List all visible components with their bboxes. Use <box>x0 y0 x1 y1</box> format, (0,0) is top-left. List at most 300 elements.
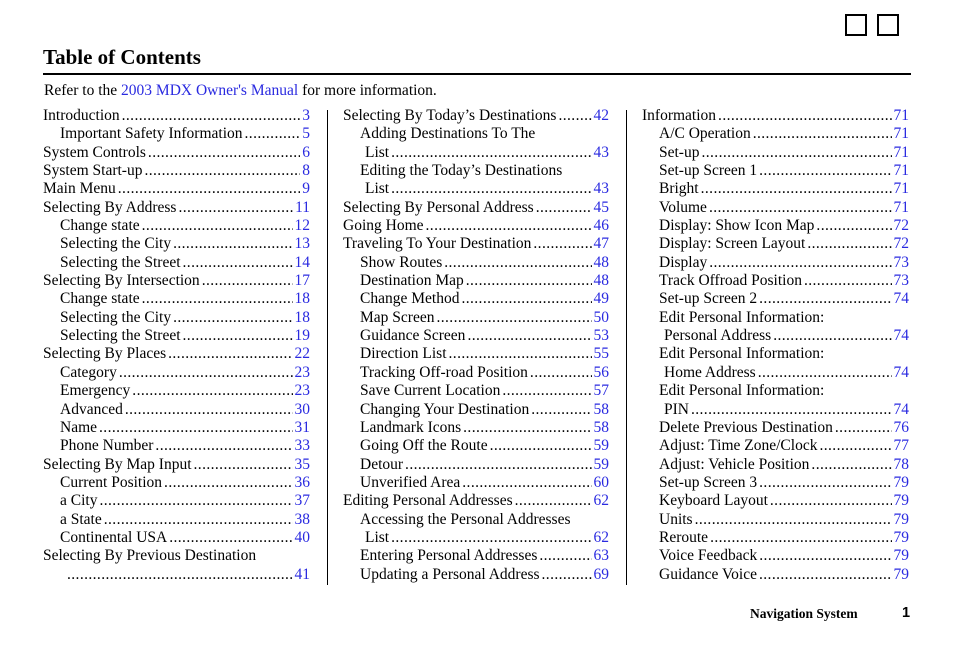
toc-page-link[interactable]: 71 <box>893 198 909 216</box>
toc-entry[interactable] <box>43 511 310 529</box>
dot-leader <box>490 437 592 455</box>
page-title: Table of Contents <box>43 45 201 69</box>
dot-leader <box>119 364 293 382</box>
toc-entry-label: Tracking Off-road Position <box>360 363 528 381</box>
toc-page-link[interactable]: 36 <box>294 473 310 491</box>
toc-page-link[interactable]: 3 <box>302 107 310 124</box>
toc-page-link[interactable]: 23 <box>294 363 310 381</box>
toc-entry-label: Display <box>659 253 708 271</box>
toc-entry[interactable] <box>43 235 310 253</box>
toc-entry[interactable] <box>343 254 609 272</box>
toc-entry[interactable] <box>43 125 310 143</box>
dot-leader <box>695 511 892 529</box>
toc-entry-label: Show Routes <box>360 253 443 271</box>
toc-entry[interactable] <box>43 345 310 363</box>
toc-entry[interactable] <box>343 529 609 547</box>
toc-entry-label: Set-up Screen 3 <box>659 473 758 491</box>
toc-page-link[interactable]: 79 <box>893 528 909 546</box>
toc-page-link[interactable]: 6 <box>302 143 310 161</box>
dot-leader <box>164 474 292 492</box>
toc-entry-label: Display: Screen Layout <box>659 235 806 253</box>
toc-entry[interactable] <box>43 529 310 547</box>
toc-page-link[interactable]: 40 <box>294 528 310 546</box>
toc-entry-label: System Controls <box>43 143 146 161</box>
toc-page-link[interactable]: 48 <box>593 253 609 271</box>
toc-entry[interactable] <box>43 162 310 180</box>
toc-page-link[interactable]: 74 <box>893 363 909 381</box>
dot-leader <box>173 235 292 253</box>
toc-entry-label: Set-up <box>659 143 700 161</box>
toc-page-link[interactable]: 79 <box>893 547 909 565</box>
toc-entry[interactable] <box>43 272 310 290</box>
toc-entry[interactable] <box>642 217 909 235</box>
toc-column-1 <box>43 107 310 584</box>
toc-entry[interactable] <box>343 327 609 345</box>
dot-leader <box>125 401 293 419</box>
toc-entry-label: Home Address <box>664 363 756 381</box>
toc-heading-text: Edit Personal Information: <box>659 382 825 400</box>
dot-leader <box>132 382 292 400</box>
dot-leader <box>202 272 293 290</box>
toc-entry[interactable] <box>43 566 310 584</box>
toc-page-link[interactable]: 35 <box>294 455 310 473</box>
toc-entry[interactable] <box>43 382 310 400</box>
toc-page-link[interactable]: 30 <box>294 400 310 418</box>
toc-entry-label: Guidance Voice <box>659 565 757 583</box>
toc-entry[interactable] <box>43 492 310 510</box>
dot-leader <box>118 180 300 198</box>
toc-entry-label: Continental USA <box>60 528 168 546</box>
dot-leader <box>426 217 592 235</box>
toc-entry[interactable] <box>642 125 909 143</box>
toc-page-link[interactable]: 76 <box>893 418 909 436</box>
dot-leader <box>773 327 891 345</box>
owners-manual-link[interactable]: 2003 MDX Owner's Manual <box>121 82 299 99</box>
toc-page-link[interactable]: 71 <box>893 107 909 124</box>
toc-entry[interactable] <box>343 272 609 290</box>
toc-page-link[interactable]: 71 <box>893 143 909 161</box>
dot-leader <box>542 566 592 584</box>
toc-page-link[interactable]: 60 <box>593 473 609 491</box>
toc-page-link[interactable]: 79 <box>893 565 909 583</box>
toc-entry-label: Main Menu <box>43 180 116 198</box>
toc-page-link[interactable]: 74 <box>893 400 909 418</box>
dot-leader <box>67 566 293 584</box>
toc-entry-label: Units <box>659 510 693 528</box>
toc-entry[interactable] <box>43 217 310 235</box>
toc-entry-label: Emergency <box>60 382 131 400</box>
dot-leader <box>819 437 891 455</box>
footer-section-title: Navigation System <box>750 606 858 621</box>
toc-entry[interactable] <box>343 474 609 492</box>
toc-entry[interactable] <box>343 437 609 455</box>
toc-entry[interactable] <box>343 566 609 584</box>
dot-leader <box>709 199 892 217</box>
dot-leader <box>245 125 301 143</box>
toc-page-link[interactable]: 62 <box>593 528 609 546</box>
toc-page-link[interactable]: 50 <box>593 308 609 326</box>
toc-page-link[interactable]: 48 <box>593 272 609 290</box>
dot-leader <box>770 492 892 510</box>
toc-entry-label: Selecting By Today’s Destinations <box>343 107 557 124</box>
toc-entry[interactable] <box>343 290 609 308</box>
title-rule <box>43 73 911 75</box>
toc-entry-label: List <box>365 180 390 198</box>
toc-entry-label: Going Off the Route <box>360 437 488 455</box>
next-page-button[interactable] <box>877 14 899 36</box>
toc-entry-label: Delete Previous Destination <box>659 418 833 436</box>
toc-page-link[interactable]: 13 <box>294 235 310 253</box>
toc-entry-label: Display: Show Icon Map <box>659 217 815 235</box>
refer-prefix: Refer to the <box>44 82 122 99</box>
dot-leader <box>759 474 891 492</box>
toc-entry-label: Selecting the Street <box>60 327 181 345</box>
dot-leader <box>558 107 591 125</box>
toc-page-link[interactable]: 58 <box>593 418 609 436</box>
dot-leader <box>391 529 591 547</box>
toc-entry[interactable] <box>43 290 310 308</box>
toc-entry-label: Phone Number <box>60 437 154 455</box>
dot-leader <box>758 364 892 382</box>
toc-page-link[interactable]: 53 <box>593 327 609 345</box>
toc-entry-label: Personal Address <box>664 327 772 345</box>
toc-page-link[interactable]: 19 <box>294 327 310 345</box>
toc-entry[interactable] <box>343 401 609 419</box>
dot-leader <box>461 290 591 308</box>
toc-entry[interactable] <box>642 547 909 565</box>
toc-page-link[interactable]: 77 <box>893 437 909 455</box>
toc-entry[interactable] <box>343 217 609 235</box>
toc-entry-label: List <box>365 143 390 161</box>
dot-leader <box>99 492 292 510</box>
toc-entry-label: Track Offroad Position <box>659 272 802 290</box>
toc-page-link[interactable]: 55 <box>593 345 609 363</box>
toc-page-link[interactable]: 42 <box>593 107 609 124</box>
dot-leader <box>148 144 300 162</box>
dot-leader <box>173 309 292 327</box>
toc-entry[interactable] <box>43 254 310 272</box>
toc-page-link[interactable]: 38 <box>294 510 310 528</box>
dot-leader <box>194 456 293 474</box>
toc-entry-label: Editing Personal Addresses <box>343 492 513 510</box>
toc-entry-label: Introduction <box>43 107 120 124</box>
toc-page-link[interactable]: 79 <box>893 473 909 491</box>
column-divider <box>327 110 328 585</box>
dot-leader <box>539 547 591 565</box>
toc-page-link[interactable]: 79 <box>893 492 909 510</box>
toc-entry-label: Selecting By Personal Address <box>343 198 534 216</box>
dot-leader <box>122 107 301 125</box>
dot-leader <box>467 327 591 345</box>
dot-leader <box>709 254 891 272</box>
toc-page-link[interactable]: 59 <box>593 437 609 455</box>
toc-entry[interactable] <box>642 437 909 455</box>
dot-leader <box>444 254 591 272</box>
toc-page-link[interactable]: 9 <box>302 180 310 198</box>
toc-entry[interactable] <box>343 107 609 125</box>
toc-entry-label: Save Current Location <box>360 382 501 400</box>
toc-entry-label: Selecting the Street <box>60 253 181 271</box>
toc-entry-label: Volume <box>659 198 707 216</box>
toc-entry[interactable] <box>642 144 909 162</box>
toc-page-link[interactable]: 18 <box>294 290 310 308</box>
dot-leader <box>502 382 591 400</box>
toc-entry[interactable] <box>343 492 609 510</box>
page-number: 1 <box>902 605 911 621</box>
toc-entry[interactable] <box>642 199 909 217</box>
dot-leader <box>701 180 892 198</box>
dot-leader <box>515 492 592 510</box>
dot-leader <box>531 401 591 419</box>
dot-leader <box>391 144 591 162</box>
toc-entry[interactable] <box>43 327 310 345</box>
toc-page-link[interactable]: 56 <box>593 363 609 381</box>
toc-entry-label: Change Method <box>360 290 460 308</box>
dot-leader <box>462 474 591 492</box>
toc-entry[interactable] <box>343 382 609 400</box>
toc-entry[interactable] <box>43 107 310 125</box>
toc-page-link[interactable]: 78 <box>893 455 909 473</box>
toc-entry[interactable] <box>642 474 909 492</box>
toc-entry[interactable] <box>343 180 609 198</box>
toc-page-link[interactable]: 8 <box>302 162 310 180</box>
toc-entry[interactable] <box>343 345 609 363</box>
toc-entry-label: Important Safety Information <box>60 125 243 143</box>
toc-page-link[interactable]: 46 <box>593 217 609 235</box>
toc-entry-label: Change state <box>60 290 140 308</box>
toc-page-link[interactable]: 11 <box>295 198 310 216</box>
toc-entry-label: Destination Map <box>360 272 464 290</box>
dot-leader <box>104 511 293 529</box>
toc-page-link[interactable]: 57 <box>593 382 609 400</box>
dot-leader <box>463 419 591 437</box>
dot-leader <box>99 419 292 437</box>
toc-entry[interactable] <box>642 529 909 547</box>
toc-entry[interactable] <box>43 199 310 217</box>
toc-entry-label: Going Home <box>343 217 424 235</box>
toc-page-link[interactable]: 45 <box>593 198 609 216</box>
toc-page-link[interactable]: 41 <box>294 565 310 583</box>
toc-entry-label: Current Position <box>60 473 163 491</box>
toc-entry-label: Change state <box>60 217 140 235</box>
toc-entry[interactable] <box>343 199 609 217</box>
toc-page-link[interactable]: 71 <box>893 162 909 180</box>
toc-entry-label: Guidance Screen <box>360 327 466 345</box>
toc-entry-label: Adjust: Time Zone/Clock <box>659 437 818 455</box>
toc-entry-label: Set-up Screen 2 <box>659 290 758 308</box>
toc-entry[interactable] <box>642 254 909 272</box>
toc-page-link[interactable]: 72 <box>893 217 909 235</box>
toc-page-link[interactable]: 47 <box>593 235 609 253</box>
toc-entry[interactable] <box>642 364 909 382</box>
dot-leader <box>183 327 293 345</box>
toc-entry-label: Category <box>60 363 117 381</box>
toc-page-link[interactable]: 73 <box>893 253 909 271</box>
toc-page-link[interactable]: 17 <box>294 272 310 290</box>
toc-page-link[interactable]: 74 <box>893 290 909 308</box>
dot-leader <box>169 529 292 547</box>
toc-entry[interactable] <box>343 144 609 162</box>
toc-page-link[interactable]: 71 <box>893 125 909 143</box>
toc-page-link[interactable]: 5 <box>302 125 310 143</box>
toc-entry[interactable] <box>642 290 909 308</box>
toc-entry-label: Entering Personal Addresses <box>360 547 538 565</box>
dot-leader <box>391 180 591 198</box>
toc-entry-label: Selecting By Address <box>43 198 177 216</box>
toc-entry[interactable] <box>43 401 310 419</box>
toc-heading-text: Edit Personal Information: <box>659 308 825 326</box>
dot-leader <box>804 272 892 290</box>
toc-entry-label: Adjust: Vehicle Position <box>659 455 810 473</box>
toc-entry-label: Changing Your Destination <box>360 400 530 418</box>
toc-page-link[interactable]: 23 <box>294 382 310 400</box>
toc-entry-label: Selecting the City <box>60 235 172 253</box>
toc-entry[interactable] <box>43 180 310 198</box>
dot-leader <box>816 217 891 235</box>
dot-leader <box>759 290 891 308</box>
toc-entry[interactable] <box>642 235 909 253</box>
toc-entry-label: Selecting By Places <box>43 345 167 363</box>
toc-entry[interactable] <box>43 474 310 492</box>
toc-entry[interactable] <box>343 364 609 382</box>
toc-entry[interactable] <box>642 162 909 180</box>
toc-heading-text: Editing the Today’s Destinations <box>360 162 563 180</box>
toc-entry[interactable] <box>343 456 609 474</box>
toc-entry[interactable] <box>43 456 310 474</box>
toc-entry-label: Unverified Area <box>360 473 461 491</box>
page-nav-buttons <box>845 14 899 36</box>
dot-leader <box>835 419 892 437</box>
previous-page-button[interactable] <box>845 14 867 36</box>
dot-leader <box>759 566 892 584</box>
toc-page-link[interactable]: 59 <box>593 455 609 473</box>
dot-leader <box>183 254 293 272</box>
toc-page-link[interactable]: 49 <box>593 290 609 308</box>
toc-entry-label: List <box>365 528 390 546</box>
toc-entry[interactable] <box>43 437 310 455</box>
toc-entry-label: Keyboard Layout <box>659 492 768 510</box>
toc-page-link[interactable]: 71 <box>893 180 909 198</box>
toc-entry-label: Reroute <box>659 528 709 546</box>
toc-heading-text: Accessing the Personal Addresses <box>360 510 571 528</box>
toc-page-link[interactable]: 43 <box>593 143 609 161</box>
toc-entry-label: Voice Feedback <box>659 547 758 565</box>
toc-page-link[interactable]: 58 <box>593 400 609 418</box>
dot-leader <box>168 345 292 363</box>
toc-entry-label: a City <box>60 492 98 510</box>
dot-leader <box>155 437 292 455</box>
toc-entry-label: Name <box>60 418 98 436</box>
dot-leader <box>701 144 891 162</box>
toc-entry[interactable] <box>343 419 609 437</box>
toc-entry[interactable] <box>642 180 909 198</box>
dot-leader <box>142 290 293 308</box>
toc-page-link[interactable]: 72 <box>893 235 909 253</box>
dot-leader <box>759 162 891 180</box>
dot-leader <box>710 529 891 547</box>
toc-page-link[interactable]: 63 <box>593 547 609 565</box>
toc-entry-label: Selecting By Map Input <box>43 455 192 473</box>
column-divider <box>626 110 627 585</box>
toc-entry[interactable] <box>642 272 909 290</box>
dot-leader <box>533 235 591 253</box>
toc-entry-label: Selecting the City <box>60 308 172 326</box>
refer-suffix: for more information. <box>298 82 437 99</box>
toc-entry[interactable] <box>43 419 310 437</box>
dot-leader <box>536 199 592 217</box>
dot-leader <box>759 547 891 565</box>
toc-entry[interactable] <box>343 309 609 327</box>
dot-leader <box>449 345 592 363</box>
toc-entry[interactable] <box>642 401 909 419</box>
toc-page-link[interactable]: 14 <box>294 253 310 271</box>
toc-entry-label: System Start-up <box>43 162 143 180</box>
toc-entry[interactable] <box>43 309 310 327</box>
toc-page-link[interactable]: 22 <box>294 345 310 363</box>
dot-leader <box>178 199 293 217</box>
toc-page-link[interactable]: 73 <box>893 272 909 290</box>
toc-entry[interactable] <box>43 364 310 382</box>
dot-leader <box>142 217 293 235</box>
toc-entry-label: Updating a Personal Address <box>360 565 540 583</box>
toc-entry-label: Bright <box>659 180 699 198</box>
toc-entry-label: Traveling To Your Destination <box>343 235 532 253</box>
toc-page-link[interactable]: 69 <box>593 565 609 583</box>
toc-column-2 <box>343 107 609 584</box>
toc-entry[interactable] <box>642 456 909 474</box>
dot-leader <box>753 125 892 143</box>
toc-heading-text: Adding Destinations To The <box>360 125 536 143</box>
toc-page-link[interactable]: 31 <box>294 418 310 436</box>
toc-entry-label: Advanced <box>60 400 123 418</box>
toc-entry[interactable] <box>43 144 310 162</box>
toc-page-link[interactable]: 33 <box>294 437 310 455</box>
dot-leader <box>530 364 592 382</box>
toc-entry-label: A/C Operation <box>659 125 751 143</box>
toc-entry-label: Landmark Icons <box>360 418 462 436</box>
toc-page-link[interactable]: 74 <box>893 327 909 345</box>
dot-leader <box>405 456 591 474</box>
toc-page-link[interactable]: 79 <box>893 510 909 528</box>
toc-entry[interactable] <box>642 511 909 529</box>
toc-entry-label: Set-up Screen 1 <box>659 162 758 180</box>
toc-entry-label: Map Screen <box>360 308 435 326</box>
toc-entry-label: Selecting By Intersection <box>43 272 200 290</box>
dot-leader <box>811 456 891 474</box>
toc-page-link[interactable]: 62 <box>593 492 609 510</box>
dot-leader <box>691 401 892 419</box>
toc-entry-label: PIN <box>664 400 689 418</box>
toc-page-link[interactable]: 18 <box>294 308 310 326</box>
dot-leader <box>718 107 891 125</box>
dot-leader <box>466 272 592 290</box>
toc-page-link[interactable]: 37 <box>294 492 310 510</box>
refer-line <box>44 82 437 100</box>
toc-page-link[interactable]: 12 <box>294 217 310 235</box>
toc-entry[interactable] <box>343 235 609 253</box>
toc-entry[interactable] <box>343 547 609 565</box>
toc-entry-label: Detour <box>360 455 404 473</box>
toc-heading-text: Selecting By Previous Destination <box>43 547 257 565</box>
toc-entry[interactable] <box>642 107 909 125</box>
toc-entry[interactable] <box>642 327 909 345</box>
toc-entry[interactable] <box>642 566 909 584</box>
toc-entry[interactable] <box>642 419 909 437</box>
toc-entry-label: Information <box>642 107 717 124</box>
toc-page-link[interactable]: 43 <box>593 180 609 198</box>
toc-column-3 <box>642 107 909 584</box>
toc-entry[interactable] <box>642 492 909 510</box>
